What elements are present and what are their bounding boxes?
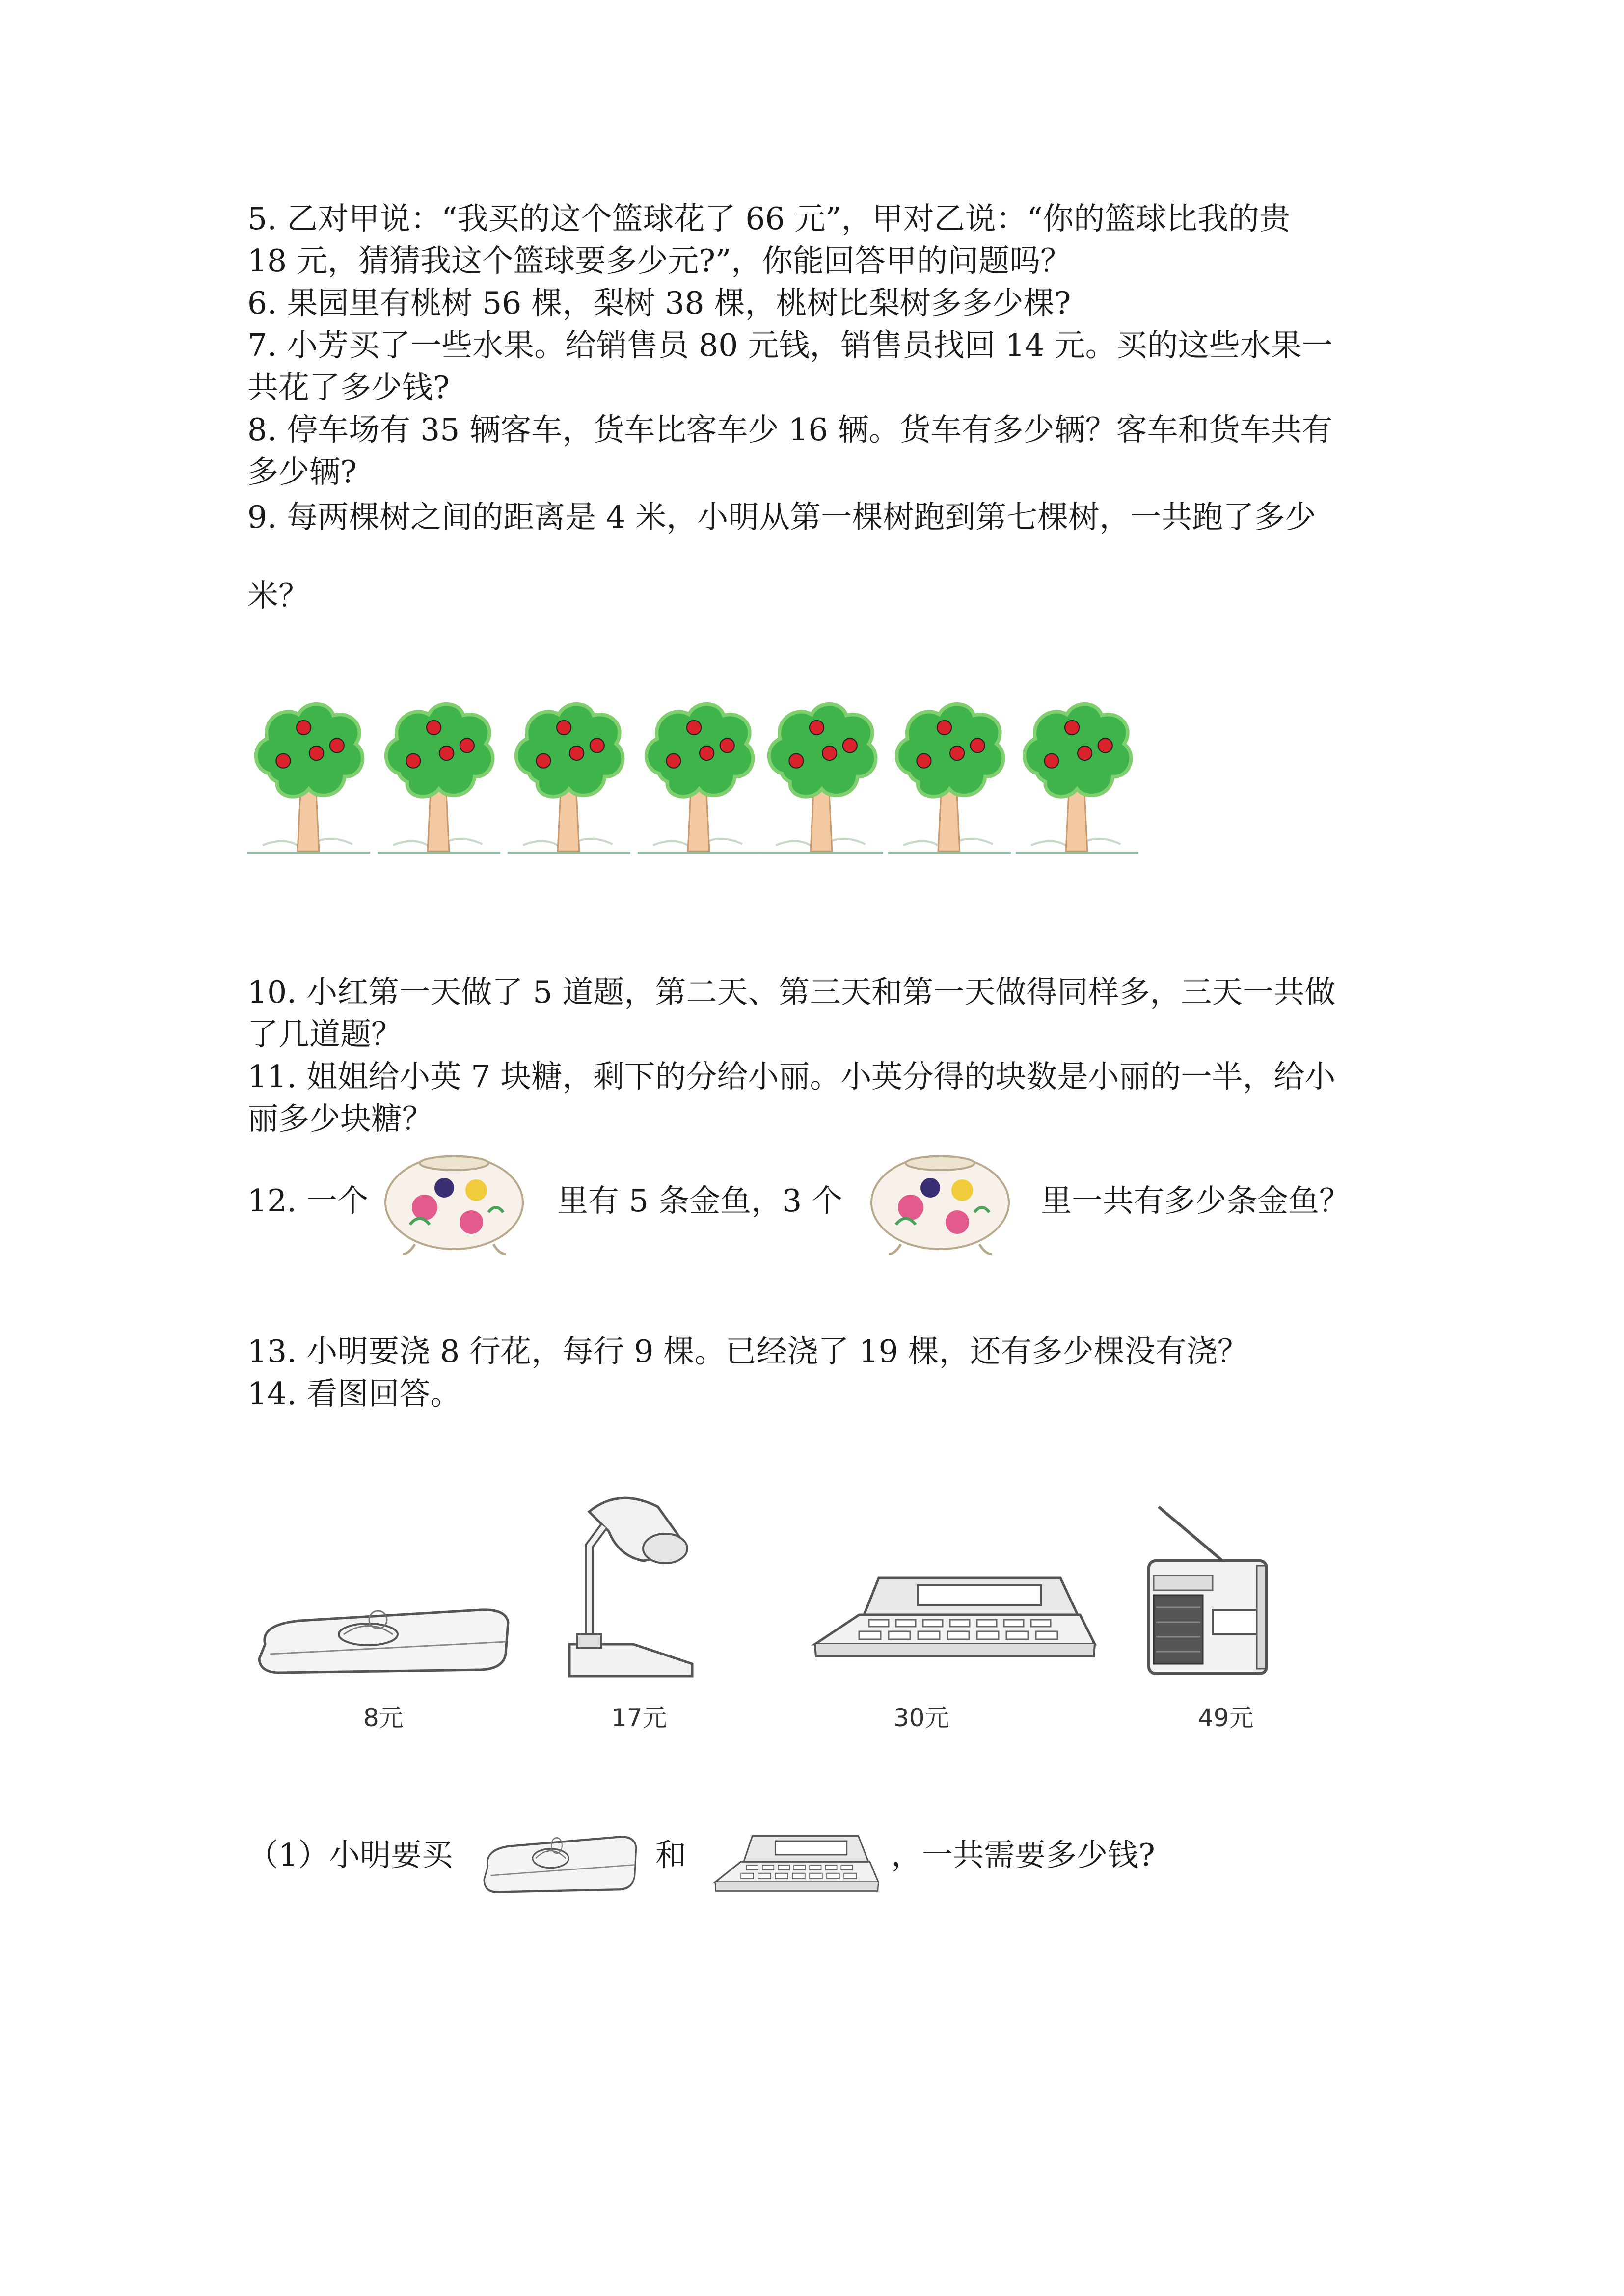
tree-row-illustration bbox=[247, 697, 1146, 879]
sub-question-part-2: 和 bbox=[655, 1837, 686, 1873]
problem-6: 6. 果园里有桃树 56 棵，梨树 38 棵，桃树比梨树多多少棵? bbox=[247, 285, 1071, 321]
fishbowl-icon bbox=[380, 1144, 528, 1261]
tree-2 bbox=[378, 697, 500, 871]
mouse-pad-icon bbox=[250, 1595, 515, 1683]
problem-10-line-1: 10. 小红第一天做了 5 道题，第二天、第三天和第一天做得同样多，三天一共做 bbox=[247, 974, 1336, 1010]
problem-7-line-1: 7. 小芳买了一些水果。给销售员 80 元钱，销售员找回 14 元。买的这些水果一 bbox=[247, 327, 1333, 363]
problem-11-line-1: 11. 姐姐给小英 7 块糖，剩下的分给小丽。小英分得的块数是小丽的一半，给小 bbox=[247, 1059, 1336, 1095]
fishbowl-icon bbox=[866, 1144, 1014, 1261]
problem-12-part-3: 里一共有多少条金鱼？ bbox=[1041, 1183, 1350, 1219]
problem-7-line-2: 共花了多少钱? bbox=[247, 370, 450, 405]
problem-5-line-2: 18 元，猜猜我这个篮球要多少元?”，你能回答甲的问题吗？ bbox=[247, 243, 1072, 279]
tree-6 bbox=[888, 697, 1011, 871]
problem-10-line-2: 了几道题？ bbox=[247, 1016, 402, 1052]
tree-3 bbox=[508, 697, 630, 871]
problem-5-line-1: 5. 乙对甲说：“我买的这个篮球花了 66 元”，甲对乙说：“你的篮球比我的贵 bbox=[247, 201, 1290, 237]
desk-lamp-icon bbox=[560, 1487, 697, 1679]
problem-8-line-2: 多少辆? bbox=[247, 454, 357, 490]
calculator-icon bbox=[709, 1831, 881, 1899]
calculator-price: 30元 bbox=[893, 1704, 949, 1732]
problem-13: 13. 小明要浇 8 行花，每行 9 棵。已经浇了 19 棵，还有多少棵没有浇？ bbox=[247, 1334, 1248, 1369]
radio-icon bbox=[1139, 1502, 1276, 1679]
problem-8-line-1: 8. 停车场有 35 辆客车，货车比客车少 16 辆。货车有多少辆？客车和货车共有 bbox=[247, 412, 1333, 448]
desk-lamp-price: 17元 bbox=[611, 1704, 667, 1732]
problem-9-line-2: 米？ bbox=[247, 578, 309, 614]
problem-11-line-2: 丽多少块糖？ bbox=[247, 1101, 433, 1137]
calculator-icon bbox=[805, 1571, 1100, 1669]
tree-7 bbox=[1016, 697, 1138, 871]
mouse-pad-icon bbox=[479, 1828, 641, 1897]
problem-14: 14. 看图回答。 bbox=[247, 1376, 461, 1412]
sub-question-part-1: （1）小明要买 bbox=[247, 1837, 453, 1873]
problem-9-line-1: 9. 每两棵树之间的距离是 4 米，小明从第一棵树跑到第七棵树，一共跑了多少 bbox=[247, 499, 1316, 535]
problem-12-part-2: 里有 5 条金鱼，3 个 bbox=[557, 1183, 843, 1219]
tree-4 bbox=[638, 697, 760, 871]
mouse-pad-price: 8元 bbox=[363, 1704, 404, 1732]
tree-1 bbox=[247, 697, 370, 871]
problem-12-part-1: 12. 一个 bbox=[247, 1183, 369, 1219]
tree-5 bbox=[760, 697, 883, 871]
sub-question-part-3: ，一共需要多少钱? bbox=[891, 1837, 1155, 1873]
radio-price: 49元 bbox=[1198, 1704, 1254, 1732]
